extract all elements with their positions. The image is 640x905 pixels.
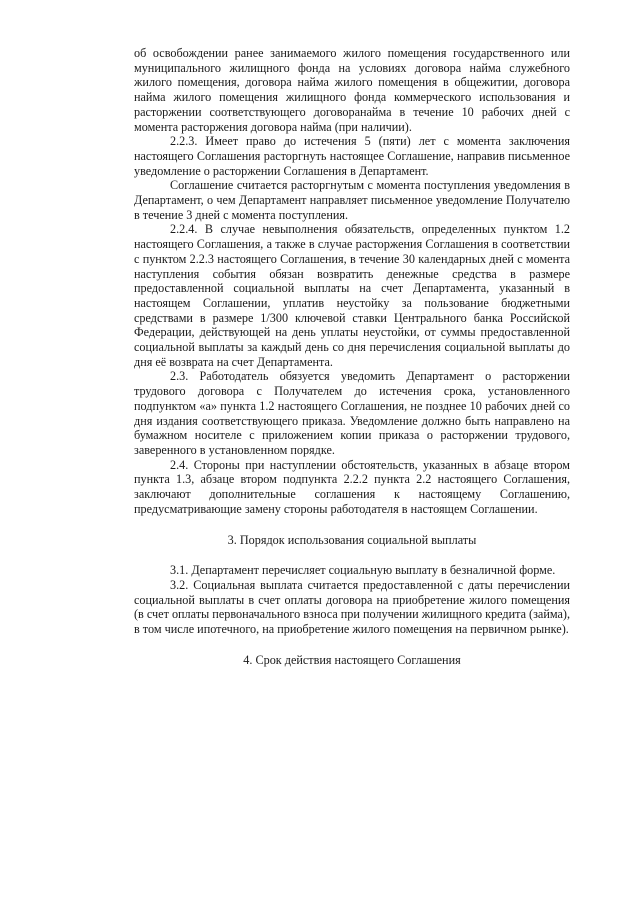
paragraph-continuation: об освобождении ранее занимаемого жилого помещения государственного или муниципального жилищного фонда на условиях договора найма служебного жилого помещения, договора найма жилого помещения в общежитии, договора найма жилого помещения жилищного фонда коммерческого использования и расторжении соответствующего договоранайма в течение 10 рабочих дней с момента расторжения договора найма (при наличии). [134, 46, 570, 134]
paragraph-2-3: 2.3. Работодатель обязуется уведомить Департамент о расторжении трудового договора с Получателем до истечения срока, установленного подпунктом «а» пункта 1.2 настоящего Соглашения, не позднее 10 рабочих дней со дня издания соответствующего приказа. Уведомление должно быть направлено на бумажном носителе с приложением копии приказа о расторжении трудового, заверенного в установленном порядке. [134, 369, 570, 457]
paragraph-2-4: 2.4. Стороны при наступлении обстоятельств, указанных в абзаце втором пункта 1.3, абзаце втором подпункта 2.2.2 пункта 2.2 настоящего Соглашения, заключают дополнительные соглашения к настоящему Соглашению, предусматривающие замену стороны работодателя в настоящем Соглашении. [134, 457, 570, 516]
paragraph-3-2: 3.2. Социальная выплата считается предоставленной с даты перечислении социальной выплаты в счет оплаты договора на приобретение жилого помещения (в счет оплаты первоначального взноса при получении жилищного кредита (займа), в том числе ипотечного, на приобретение жилого помещения на первичном рынке). [134, 577, 570, 637]
section-4-heading: 4. Срок действия настоящего Соглашения [243, 652, 461, 667]
section-3-heading: 3. Порядок использования социальной выплаты [227, 532, 477, 547]
document-page [134, 46, 570, 667]
paragraph-3-1: 3.1. Департамент перечисляет социальную выплату в безналичной форме. [170, 563, 556, 578]
paragraph-termination-notice: Соглашение считается расторгнутым с момента поступления уведомления в Департамент, о чем Департамент направляет письменное уведомление Получателю в течение 3 дней с момента поступления. [134, 178, 570, 222]
paragraph-2-2-3: 2.2.3. Имеет право до истечения 5 (пяти) лет с момента заключения настоящего Соглашения расторгнуть настоящее Соглашение, направив письменное уведомление о расторжении Соглашения в Департамент. [134, 134, 570, 178]
paragraph-2-2-4: 2.2.4. В случае невыполнения обязательств, определенных пунктом 1.2 настоящего Соглашения, а также в случае расторжения Соглашения в соответствии с пунктом 2.2.3 настоящего Соглашения, в течение 30 календарных дней с момента наступления события обязан возвратить денежные средства в размере предоставленной социальной выплаты на счет Департамента, указанный в настоящем Соглашении, уплатив неустойку за пользование бюджетными средствами в размере 1/300 ключевой ставки Центрального банка Российской Федерации, действующей на день уплаты неустойки, от суммы предоставленной социальной выплаты за каждый день со дня перечисления социальной выплаты до дня её возврата на счет Департамента. [134, 222, 570, 369]
